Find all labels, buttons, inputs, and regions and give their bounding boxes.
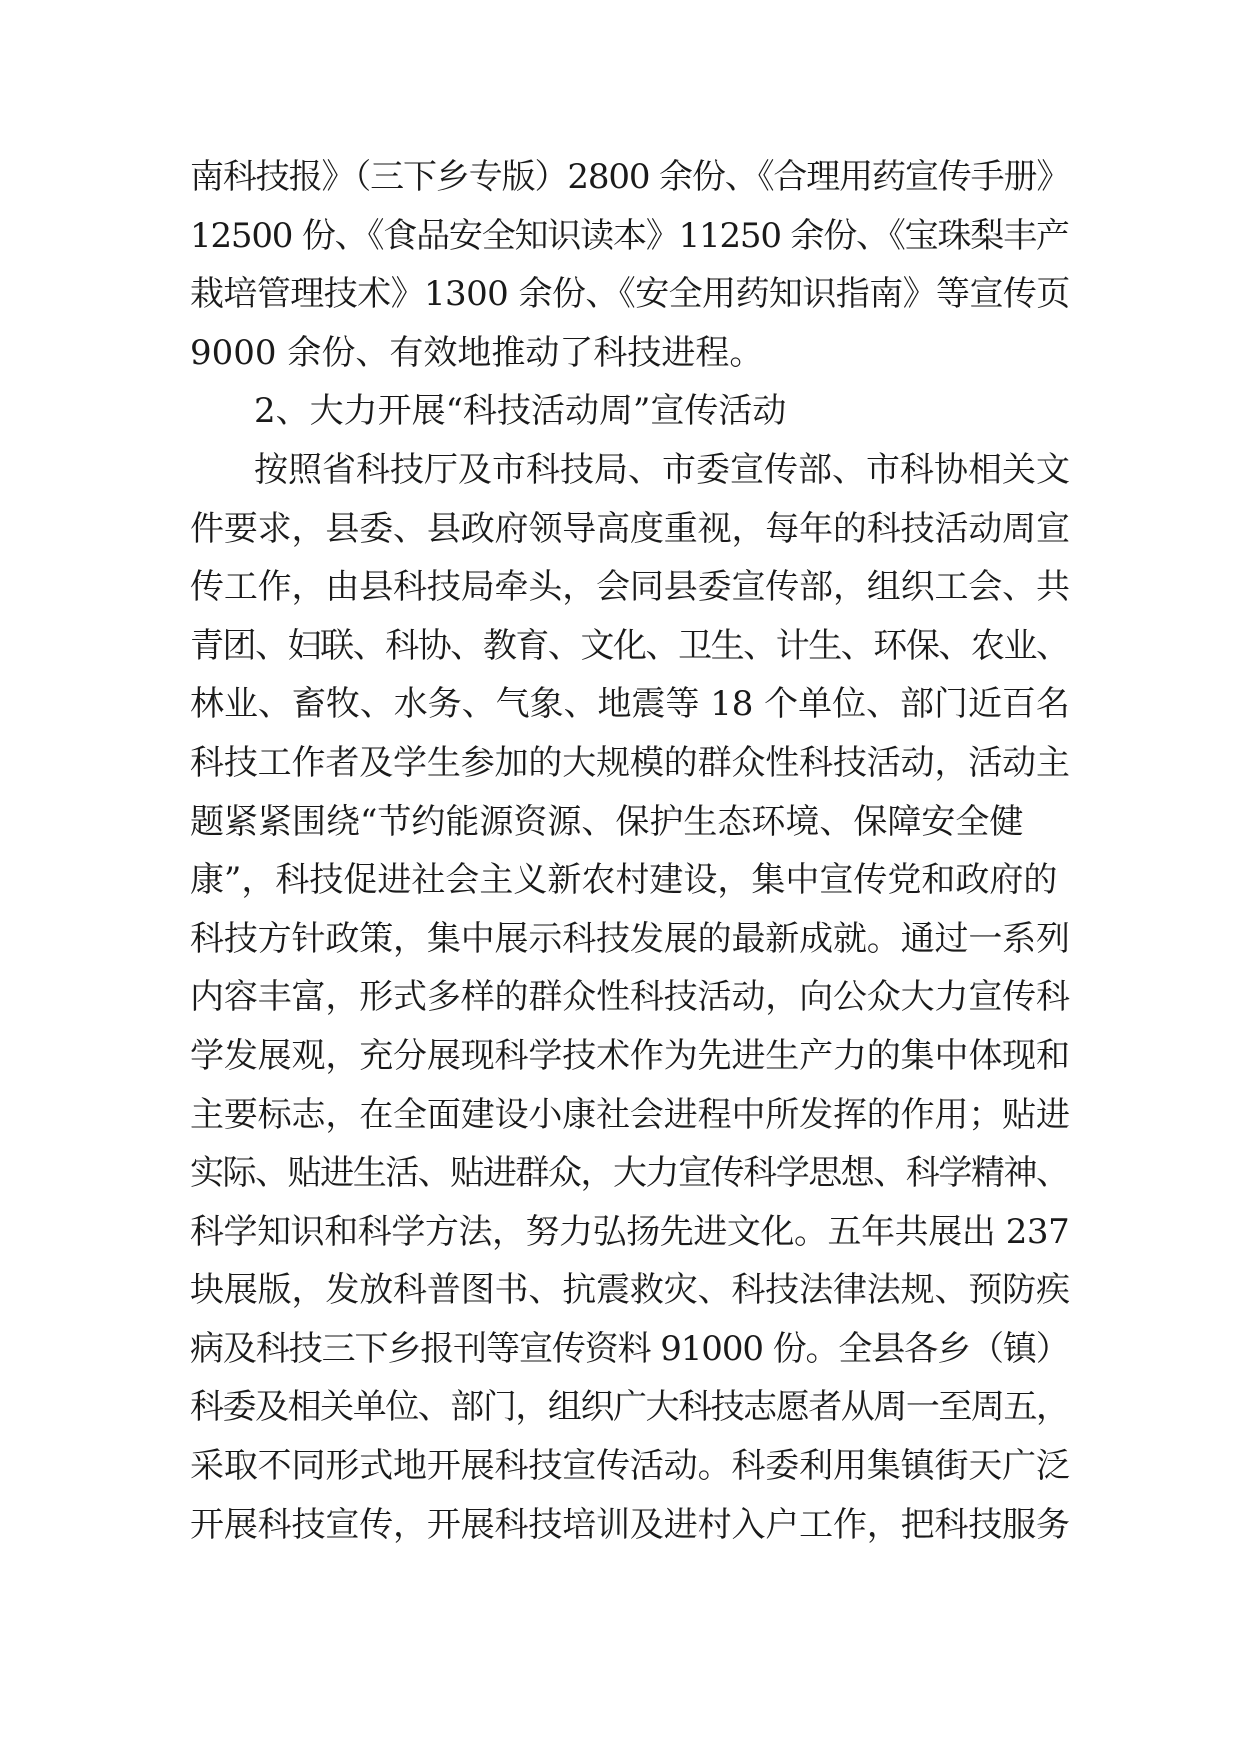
body-text (190, 148, 1070, 1554)
text-line: 林业、畜牧、水务、气象、地震等 18 个单位、部门近百名 (190, 684, 1070, 725)
text-line: 主要标志，在全面建设小康社会进程中所发挥的作用；贴进 (190, 1094, 1070, 1135)
text-line: 开展科技宣传，开展科技培训及进村入户工作，把科技服务 (190, 1504, 1070, 1545)
text-line: 按照省科技厅及市科技局、市委宣传部、市科协相关文 (254, 449, 1070, 490)
text-line: 件要求，县委、县政府领导高度重视，每年的科技活动周宣 (190, 508, 1070, 549)
text-line: 传工作，由县科技局牵头，会同县委宣传部，组织工会、共 (190, 567, 1070, 608)
text-line: 科技方针政策，集中展示科技发展的最新成就。通过一系列 (190, 918, 1070, 959)
text-line: 内容丰富，形式多样的群众性科技活动，向公众大力宣传科 (190, 977, 1070, 1018)
text-line: 实际、贴进生活、贴进群众，大力宣传科学思想、科学精神、 (190, 1153, 1069, 1194)
text-line: 科学知识和科学方法，努力弘扬先进文化。五年共展出 237 (190, 1211, 1070, 1252)
text-line: 病及科技三下乡报刊等宣传资料 91000 份。全县各乡（镇） (190, 1328, 1069, 1369)
text-line: 2、大力开展“科技活动周”宣传活动 (254, 391, 787, 432)
text-line: 南科技报》（三下乡专版）2800 余份、《合理用药宣传手册》 (190, 157, 1070, 197)
text-line: 科技工作者及学生参加的大规模的群众性科技活动，活动主 (190, 742, 1070, 783)
text-line: 块展版，发放科普图书、抗震救灾、科技法律法规、预防疾 (190, 1270, 1070, 1311)
text-line: 学发展观，充分展现科学技术作为先进生产力的集中体现和 (190, 1035, 1070, 1076)
text-line: 栽培管理技术》1300 余份、《安全用药知识指南》等宣传页 (190, 274, 1070, 315)
text-line: 青团、妇联、科协、教育、文化、卫生、计生、环保、农业、 (190, 625, 1069, 666)
text-line: 12500 份、《食品安全知识读本》11250 余份、《宝珠梨丰产 (190, 215, 1069, 256)
text-line: 9000 余份、有效地推动了科技进程。 (190, 332, 764, 373)
text-line: 科委及相关单位、部门，组织广大科技志愿者从周一至周五， (190, 1387, 1069, 1428)
text-line: 康”，科技促进社会主义新农村建设，集中宣传党和政府的 (190, 860, 1058, 901)
text-line: 题紧紧围绕“节约能源资源、保护生态环境、保障安全健 (190, 801, 1024, 842)
text-line: 采取不同形式地开展科技宣传活动。科委利用集镇街天广泛 (190, 1446, 1070, 1487)
